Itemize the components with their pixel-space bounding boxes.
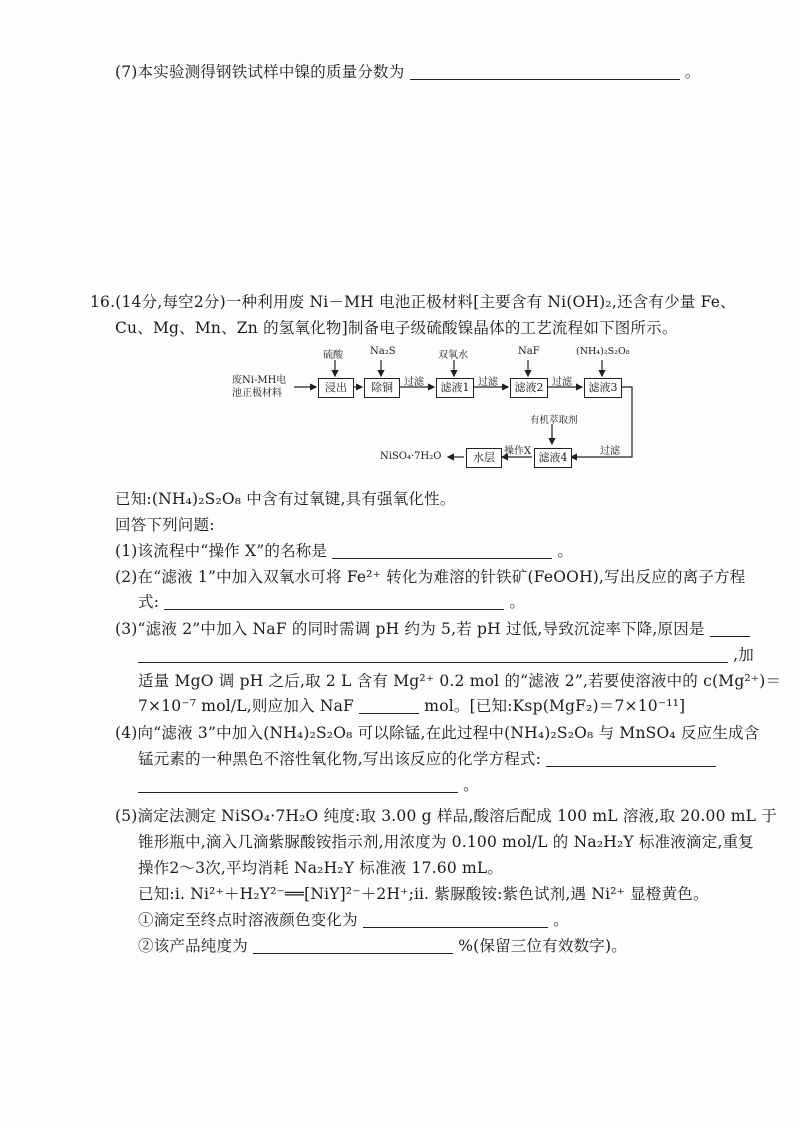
part1 xyxy=(115,539,573,561)
box-filtrate-1: 滤液1 xyxy=(436,378,474,398)
start-material xyxy=(232,374,292,400)
q15-part7-answer-blank[interactable] xyxy=(410,78,680,80)
reagent-sulfuric-acid: 硫酸 xyxy=(323,350,343,361)
part1-end: 。 xyxy=(557,542,574,560)
part5-q1-blank[interactable] xyxy=(363,926,548,928)
box-aqueous-layer: 水层 xyxy=(466,448,502,468)
part3-comma: ,加 xyxy=(733,646,754,664)
part5-line3: 操作2～3次,平均消耗 Na₂H₂Y 标准液 17.60 mL。 xyxy=(138,859,504,877)
part3-line2 xyxy=(138,643,754,665)
part4-text: 锰元素的一种黑色不溶性氧化物,写出该反应的化学方程式: xyxy=(138,750,542,768)
product-label: NiSO₄·7H₂O xyxy=(380,451,442,462)
box-filtrate-4: 滤液4 xyxy=(534,448,572,468)
op-filter-3: 过滤 xyxy=(552,377,572,388)
known-1: 已知:(NH₄)₂S₂O₈ 中含有过氧键,具有强氧化性。 xyxy=(115,490,456,508)
part5-line2: 锥形瓶中,滴入几滴紫脲酸铵指示剂,用浓度为 0.100 mol/L 的 Na₂H₂Y 标准液滴定,重复 xyxy=(138,833,754,851)
part5-q1-end: 。 xyxy=(553,911,569,929)
part1-answer-blank[interactable] xyxy=(332,557,552,559)
part4-answer-blank[interactable] xyxy=(138,791,458,793)
op-filter-2: 过滤 xyxy=(478,377,498,388)
part2-end: 。 xyxy=(509,593,526,611)
part5-q2-blank[interactable] xyxy=(253,952,453,954)
part3-line3: 适量 MgO 调 pH 之后,取 2 L 含有 Mg²⁺ 0.2 mol 的“滤液 2”,若要使溶液中的 c(Mg²⁺)＝ xyxy=(138,672,782,690)
part4-line3 xyxy=(138,773,479,795)
q16-header-line2: Cu、Mg、Mn、Zn 的氢氧化物]制备电子级硫酸镍晶体的工艺流程如下图所示。 xyxy=(115,319,678,337)
q16-header-line1: 16.(14分,每空2分)一种利用废 Ni－MH 电池正极材料[主要含有 Ni(OH)₂,还含有少量 Fe、 xyxy=(90,293,736,311)
answer-intro: 回答下列问题: xyxy=(115,516,215,534)
start-material-text: 废Ni-MH电 池正极材料 xyxy=(232,375,287,399)
process-flow-diagram xyxy=(230,340,650,470)
part2-line2 xyxy=(138,590,525,612)
box-leaching: 浸出 xyxy=(318,378,354,398)
part3-line1 xyxy=(115,617,750,639)
part5-known: 已知:ⅰ. Ni²⁺＋H₂Y²⁻══[NiY]²⁻＋2H⁺;ⅱ. 紫脲酸铵:紫色试剂,遇 Ni²⁺ 显橙黄色。 xyxy=(138,885,709,903)
reagent-na2s: Na₂S xyxy=(370,346,396,357)
q15-part7-end: 。 xyxy=(684,63,701,81)
part3-naf-text: 7×10⁻⁷ mol/L,则应加入 NaF xyxy=(138,697,355,715)
part4-blank-a[interactable] xyxy=(546,765,716,767)
part2-prefix: 式: xyxy=(138,593,160,611)
q15-part7 xyxy=(115,60,700,82)
part3-line4 xyxy=(138,694,685,716)
part3-blank-a[interactable] xyxy=(710,635,750,637)
box-filtrate-2: 滤液2 xyxy=(510,378,548,398)
box-copper-removal: 除铜 xyxy=(364,378,400,398)
part4-end: 。 xyxy=(463,776,479,794)
part5-q1-text: ①滴定至终点时溶液颜色变化为 xyxy=(138,911,358,929)
part4-line1: (4)向“滤液 3”中加入(NH₄)₂S₂O₈ 可以除锰,在此过程中(NH₄)₂S₂O₈ 与 MnSO₄ 反应生成含 xyxy=(115,724,760,742)
op-filter-4: 过滤 xyxy=(600,446,620,457)
part2-line1: (2)在“滤液 1”中加入双氧水可将 Fe²⁺ 转化为难溶的针铁矿(FeOOH),写出反应的离子方程 xyxy=(115,568,746,586)
reagent-extractant: 有机萃取剂 xyxy=(530,415,578,426)
part5-q2 xyxy=(138,934,627,956)
part1-text: (1)该流程中“操作 X”的名称是 xyxy=(115,542,328,560)
reagent-naf: NaF xyxy=(518,346,540,357)
part5-line1: (5)滴定法测定 NiSO₄·7H₂O 纯度:取 3.00 g 样品,酸溶后配成 100 mL 溶液,取 20.00 mL 于 xyxy=(115,807,777,825)
part4-line2 xyxy=(138,747,716,769)
op-filter-1: 过滤 xyxy=(404,377,424,388)
part5-q1 xyxy=(138,908,569,930)
reagent-persulfate: (NH₄)₂S₂O₈ xyxy=(576,346,630,357)
part5-q2-end: %(保留三位有效数字)。 xyxy=(458,937,627,955)
box-filtrate-3: 滤液3 xyxy=(584,378,622,398)
part2-answer-blank[interactable] xyxy=(164,608,504,610)
part5-q2-text: ②该产品纯度为 xyxy=(138,937,248,955)
part3-ksp-text: mol。[已知:Ksp(MgF₂)＝7×10⁻¹¹] xyxy=(424,697,686,715)
reagent-h2o2: 双氧水 xyxy=(438,350,468,361)
part3-naf-blank[interactable] xyxy=(359,712,419,714)
op-operation-x: 操作X xyxy=(504,446,532,457)
part3-answer-blank[interactable] xyxy=(138,661,728,663)
part3-text: (3)“滤液 2”中加入 NaF 的同时需调 pH 约为 5,若 pH 过低,导致沉淀率下降,原因是 xyxy=(115,620,705,638)
q15-part7-text: (7)本实验测得钢铁试样中镍的质量分数为 xyxy=(115,63,405,81)
